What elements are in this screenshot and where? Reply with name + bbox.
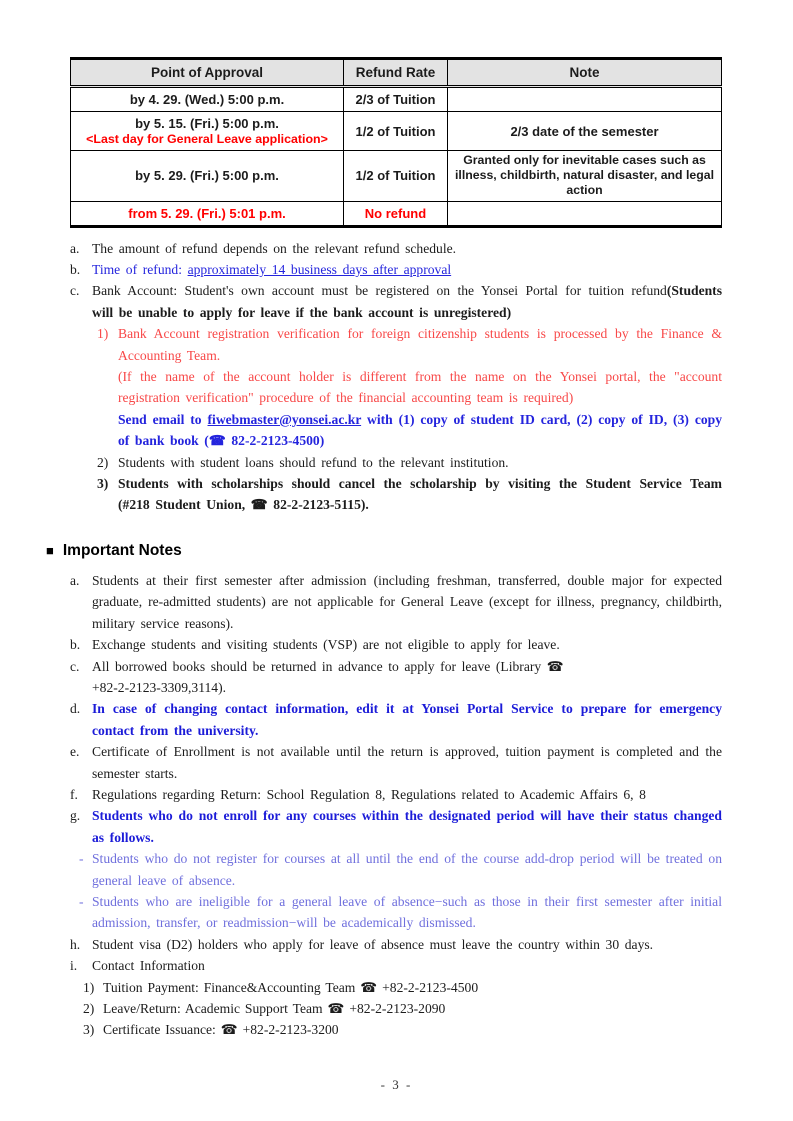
item-label: g.	[70, 808, 81, 824]
approval-cell	[71, 112, 344, 151]
item-text: Students with scholarships should cancel the scholarship by visiting the Student Service Team (#218 Student Union, ☎ 82-2-2123-5115).	[118, 476, 722, 513]
dash-marker: -	[79, 851, 84, 867]
item-label: 3)	[83, 1022, 95, 1038]
approval-cell: by 5. 29. (Fri.) 5:00 p.m.	[71, 151, 344, 202]
item-text	[103, 977, 722, 998]
page-number: - 3 -	[380, 1077, 413, 1092]
item-label: 1)	[83, 979, 95, 995]
library-text-line2: +82-2-2123-3309,3114).	[92, 679, 227, 695]
note-cell: 2/3 date of the semester	[448, 112, 722, 151]
list-item-f	[70, 784, 722, 805]
item-text	[92, 259, 722, 280]
item-label: b.	[70, 637, 81, 653]
list-item-b	[70, 259, 722, 280]
item-label: b.	[70, 262, 81, 278]
item-label: a.	[70, 240, 80, 256]
section-title: Important Notes	[62, 541, 182, 559]
list-item-c3	[97, 473, 722, 516]
table-row	[71, 201, 722, 226]
item-label: 2)	[83, 1001, 95, 1017]
table-row	[71, 151, 722, 202]
item-text	[92, 280, 722, 323]
table-row	[71, 87, 722, 112]
item-text: Regulations regarding Return: School Regulation 8, Regulations related to Academic Affairs 6, 8	[92, 786, 646, 802]
dash-item	[79, 848, 722, 891]
item-label: a.	[70, 572, 80, 588]
approval-subnote: <Last day for General Leave application>	[86, 132, 328, 146]
phone-icon: ☎	[360, 979, 378, 995]
item-text: Students who do not register for courses at all until the end of the course add-drop period will be treated on general leave of absence.	[92, 851, 722, 888]
dash-item	[79, 891, 722, 934]
item-text	[92, 656, 722, 699]
list-item-h	[70, 934, 722, 955]
phone-icon: ☎	[220, 1022, 238, 1038]
item-text: Students who do not enroll for any courses within the designated period will have their status changed as follows.	[92, 808, 722, 845]
email-post-text: with (1) copy of student ID card, (2) copy of ID, (3) copy of bank book (☎ 82-2-2123-4500)	[118, 411, 723, 449]
contact-item-certificate	[83, 1019, 722, 1040]
list-item-c	[70, 280, 722, 323]
item-label: 3)	[97, 476, 109, 492]
approval-date: by 5. 15. (Fri.) 5:00 p.m.	[135, 116, 279, 131]
list-item-a	[70, 238, 722, 259]
note-cell	[448, 201, 722, 226]
item-label: 2)	[97, 454, 109, 470]
refund-table	[70, 57, 722, 228]
item-label: i.	[70, 958, 78, 974]
item-text: Student visa (D2) holders who apply for leave of absence must leave the country within 30 days.	[92, 936, 654, 952]
refund-notes-section	[70, 238, 722, 516]
item-text: In case of changing contact information, edit it at Yonsei Portal Service to prepare for emergency contact from the university.	[92, 701, 722, 738]
item-label: d.	[70, 701, 81, 717]
item-text: Certificate of Enrollment is not available until the return is approved, tuition payment is completed and the semester starts.	[92, 744, 722, 781]
rate-cell: 2/3 of Tuition	[344, 87, 448, 112]
note-cell	[448, 87, 722, 112]
list-item-c2	[97, 452, 722, 473]
rate-cell: 1/2 of Tuition	[344, 112, 448, 151]
square-bullet-icon: ■	[46, 543, 54, 559]
col-header-note: Note	[448, 59, 722, 87]
item-text: Students who are ineligible for a general leave of absence−such as those in their first semester after initial admission, transfer, or readmission−will be academically dismissed.	[92, 893, 722, 931]
list-item-e	[70, 741, 722, 784]
contact-text: Certificate Issuance:	[103, 1022, 221, 1038]
item-text: Students at their first semester after admission (including freshman, transferred, double major for expected graduate, re-admitted students) are not applicable for General Leave (except for illness, pregnancy, childbirth, military service reasons).	[92, 572, 722, 631]
note-cell: Granted only for inevitable cases such as illness, childbirth, natural disaster, and legal action	[448, 151, 722, 202]
refund-time-lead: Time of refund:	[92, 262, 188, 278]
phone-icon: ☎	[327, 1001, 345, 1017]
send-email-instruction	[118, 409, 722, 452]
item-label: 1)	[97, 326, 109, 342]
rate-cell: 1/2 of Tuition	[344, 151, 448, 202]
approval-cell: from 5. 29. (Fri.) 5:01 p.m.	[71, 201, 344, 226]
item-label: e.	[70, 744, 80, 760]
library-text-line1: All borrowed books should be returned in advance to apply for leave (Library ☎	[92, 658, 564, 674]
email-pre-text: Send email to	[118, 411, 208, 427]
foreign-verification-text: Bank Account registration verification for foreign citizenship students is processed by the Finance & Accounting Team.	[118, 326, 722, 363]
contact-text: Tuition Payment: Finance&Accounting Team	[103, 979, 361, 995]
item-text	[103, 1019, 722, 1040]
refund-time-underlined: approximately 14 business days after approval	[187, 262, 452, 278]
list-item-i	[70, 955, 722, 976]
bank-account-text: Bank Account: Student's own account must be registered on the Yonsei Portal for tuition refund	[92, 283, 667, 299]
contact-number: +82-2-2123-2090	[344, 1001, 446, 1017]
item-text	[103, 998, 722, 1019]
col-header-point-of-approval: Point of Approval	[71, 59, 344, 87]
item-label: h.	[70, 936, 81, 952]
rate-cell: No refund	[344, 201, 448, 226]
col-header-refund-rate: Refund Rate	[344, 59, 448, 87]
item-text: Exchange students and visiting students (VSP) are not eligible to apply for leave.	[92, 637, 560, 653]
important-notes-section	[70, 570, 722, 1041]
important-notes-heading	[46, 542, 722, 560]
account-holder-note: (If the name of the account holder is different from the name on the Yonsei portal, the "account registration verification" procedure of the financial accounting team is required)	[118, 369, 722, 406]
item-text	[118, 323, 722, 451]
item-label: c.	[70, 283, 80, 299]
list-item-d	[70, 698, 722, 741]
contact-number: +82-2-2123-4500	[377, 979, 479, 995]
contact-item-tuition	[83, 977, 722, 998]
item-label: f.	[70, 786, 78, 802]
list-item-c	[70, 656, 722, 699]
item-text: Students with student loans should refund to the relevant institution.	[118, 454, 509, 470]
bank-account-warning: (Students will be unable to apply for leave if the bank account is unregistered)	[92, 283, 722, 320]
email-link[interactable]: fiwebmaster@yonsei.ac.kr	[207, 411, 362, 427]
item-text: Contact Information	[92, 958, 205, 974]
contact-number: +82-2-2123-3200	[237, 1022, 339, 1038]
dash-marker: -	[79, 893, 84, 909]
list-item-b	[70, 634, 722, 655]
list-item-c1	[97, 323, 722, 451]
approval-cell: by 4. 29. (Wed.) 5:00 p.m.	[129, 92, 285, 107]
item-label: c.	[70, 658, 80, 674]
table-header-row	[71, 59, 722, 87]
list-item-g	[70, 805, 722, 848]
contact-item-leave-return	[83, 998, 722, 1019]
contact-text: Leave/Return: Academic Support Team	[103, 1001, 328, 1017]
list-item-a	[70, 570, 722, 634]
table-row	[71, 112, 722, 151]
item-text: The amount of refund depends on the relevant refund schedule.	[92, 240, 457, 256]
